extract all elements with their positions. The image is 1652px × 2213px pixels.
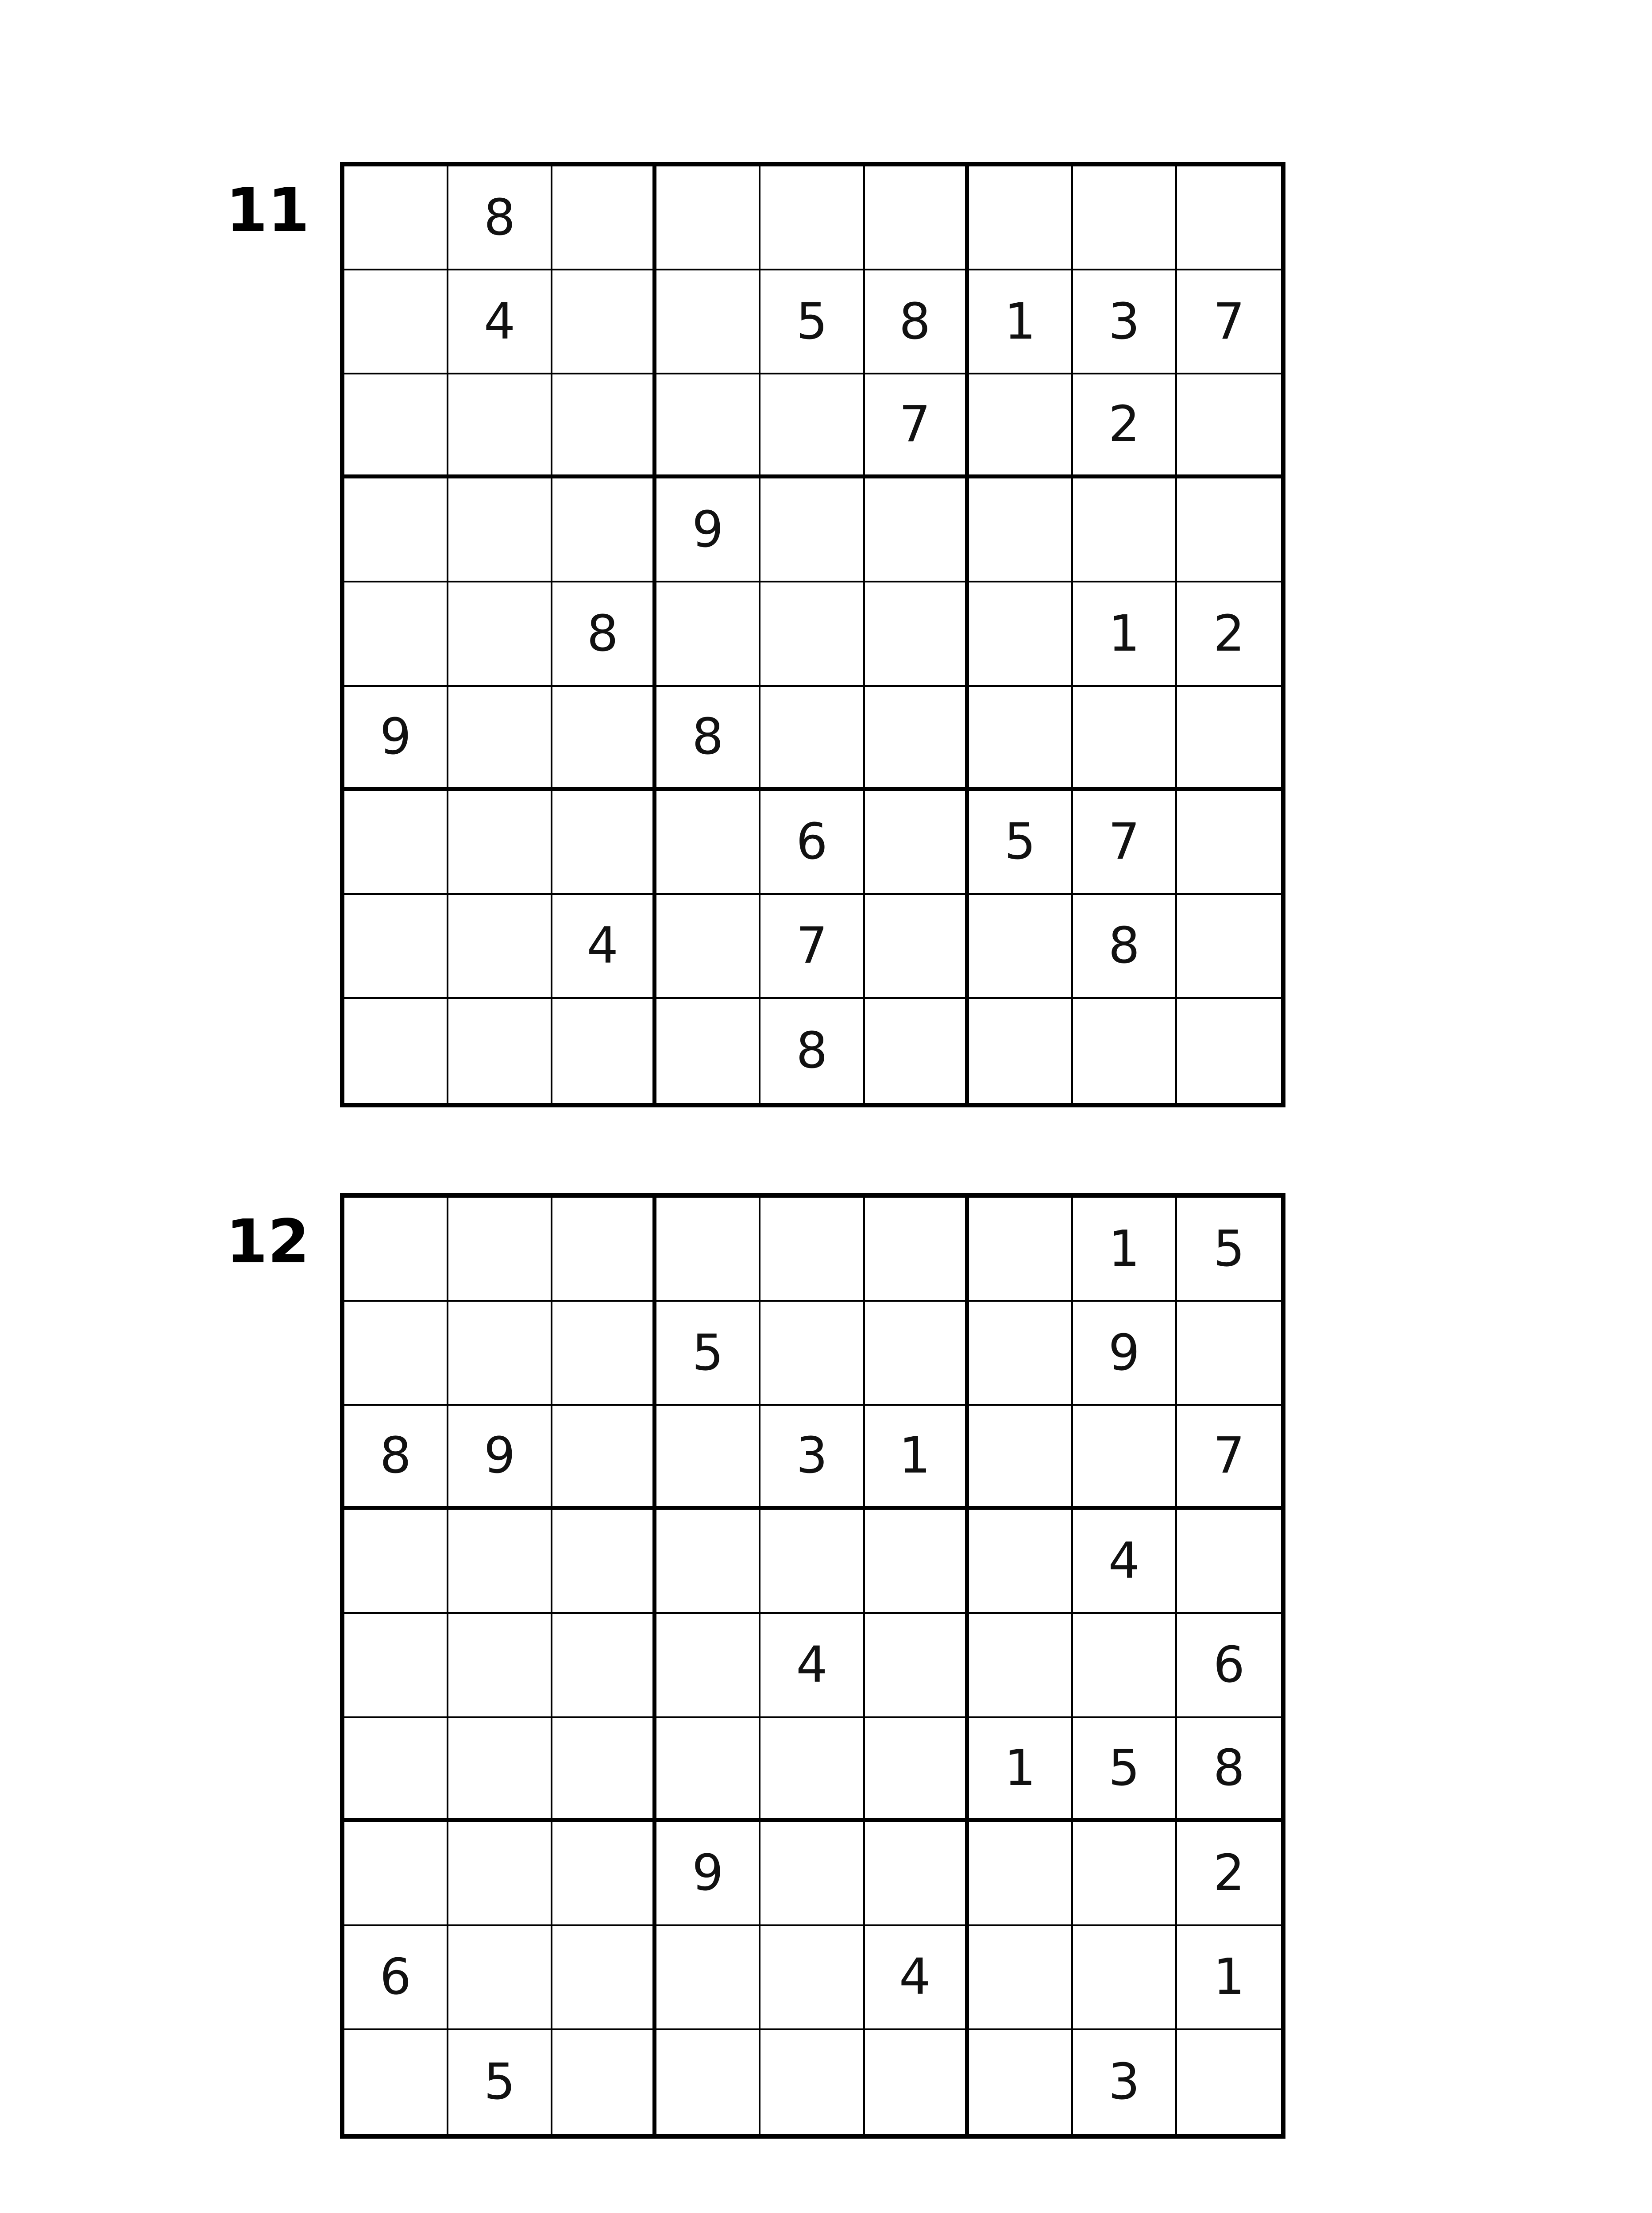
sudoku-cell-r5c8[interactable]: 1 [1073,582,1177,686]
sudoku-cell-r4c8[interactable]: 4 [1073,1510,1177,1614]
sudoku-cell-r1c6[interactable] [865,1198,969,1302]
sudoku-cell-r9c3[interactable] [552,999,656,1103]
sudoku-cell-r3c3[interactable] [552,374,656,478]
sudoku-cell-r8c8[interactable]: 8 [1073,895,1177,999]
sudoku-cell-r8c7[interactable] [969,1926,1073,2030]
sudoku-cell-r5c6[interactable] [865,1614,969,1718]
sudoku-cell-r9c4[interactable] [656,2030,760,2134]
sudoku-cell-r1c3[interactable] [552,166,656,270]
sudoku-cell-r9c2[interactable] [448,999,552,1103]
sudoku-cell-r4c6[interactable] [865,1510,969,1614]
sudoku-cell-r6c2[interactable] [448,1718,552,1822]
sudoku-cell-r3c9[interactable]: 7 [1177,1406,1281,1510]
sudoku-cell-r3c6[interactable]: 7 [865,374,969,478]
sudoku-cell-r7c1[interactable] [344,791,448,895]
sudoku-cell-r3c8[interactable] [1073,1406,1177,1510]
sudoku-cell-r3c5[interactable] [760,374,865,478]
sudoku-cell-r2c7[interactable]: 1 [969,270,1073,374]
sudoku-cell-r2c1[interactable] [344,270,448,374]
sudoku-cell-r7c6[interactable] [865,791,969,895]
sudoku-cell-r8c7[interactable] [969,895,1073,999]
sudoku-cell-r3c3[interactable] [552,1406,656,1510]
sudoku-cell-r3c7[interactable] [969,1406,1073,1510]
sudoku-cell-r4c7[interactable] [969,1510,1073,1614]
sudoku-cell-r6c5[interactable] [760,687,865,791]
sudoku-cell-r7c2[interactable] [448,1822,552,1926]
sudoku-cell-r4c9[interactable] [1177,478,1281,582]
sudoku-cell-r3c4[interactable] [656,374,760,478]
sudoku-cell-r3c2[interactable] [448,374,552,478]
sudoku-cell-r5c1[interactable] [344,1614,448,1718]
sudoku-cell-r5c4[interactable] [656,1614,760,1718]
sudoku-cell-r7c9[interactable]: 2 [1177,1822,1281,1926]
sudoku-cell-r6c2[interactable] [448,687,552,791]
sudoku-cell-r7c5[interactable]: 6 [760,791,865,895]
sudoku-cell-r3c1[interactable] [344,374,448,478]
sudoku-cell-r5c7[interactable] [969,582,1073,686]
sudoku-cell-r7c1[interactable] [344,1822,448,1926]
sudoku-cell-r1c8[interactable] [1073,166,1177,270]
sudoku-cell-r1c5[interactable] [760,166,865,270]
sudoku-cell-r4c5[interactable] [760,1510,865,1614]
sudoku-cell-r6c8[interactable] [1073,687,1177,791]
sudoku-cell-r4c5[interactable] [760,478,865,582]
sudoku-cell-r7c7[interactable]: 5 [969,791,1073,895]
sudoku-cell-r6c5[interactable] [760,1718,865,1822]
sudoku-cell-r2c5[interactable] [760,1302,865,1406]
sudoku-cell-r6c7[interactable] [969,687,1073,791]
puzzle-number-11: 11 [226,176,310,246]
sudoku-cell-r2c8[interactable]: 9 [1073,1302,1177,1406]
sudoku-cell-r9c3[interactable] [552,2030,656,2134]
sudoku-cell-r5c6[interactable] [865,582,969,686]
sudoku-cell-r3c4[interactable] [656,1406,760,1510]
sudoku-cell-r6c6[interactable] [865,1718,969,1822]
sudoku-cell-r8c6[interactable] [865,895,969,999]
sudoku-cell-r7c4[interactable]: 9 [656,1822,760,1926]
sudoku-cell-r6c3[interactable] [552,1718,656,1822]
sudoku-cell-r6c4[interactable] [656,1718,760,1822]
sudoku-cell-r4c1[interactable] [344,478,448,582]
sudoku-cell-r3c2[interactable]: 9 [448,1406,552,1510]
puzzle-number-12: 12 [226,1207,310,1277]
sudoku-cell-r1c2[interactable]: 8 [448,166,552,270]
sudoku-cell-r1c4[interactable] [656,166,760,270]
sudoku-cell-r1c2[interactable] [448,1198,552,1302]
sudoku-cell-r9c9[interactable] [1177,2030,1281,2134]
sudoku-cell-r2c4[interactable] [656,270,760,374]
sudoku-cell-r8c1[interactable]: 6 [344,1926,448,2030]
sudoku-cell-r9c1[interactable] [344,2030,448,2134]
sudoku-cell-r5c3[interactable] [552,1614,656,1718]
sudoku-cell-r8c5[interactable]: 7 [760,895,865,999]
sudoku-cell-r1c7[interactable] [969,166,1073,270]
sudoku-cell-r7c6[interactable] [865,1822,969,1926]
sudoku-cell-r2c7[interactable] [969,1302,1073,1406]
sudoku-cell-r5c4[interactable] [656,582,760,686]
sudoku-cell-r7c5[interactable] [760,1822,865,1926]
sudoku-cell-r9c6[interactable] [865,2030,969,2134]
sudoku-cell-r8c4[interactable] [656,895,760,999]
sudoku-cell-r1c9[interactable] [1177,166,1281,270]
sudoku-grid [340,162,1285,1107]
sudoku-cell-r6c7[interactable]: 1 [969,1718,1073,1822]
sudoku-cell-r2c9[interactable]: 7 [1177,270,1281,374]
sudoku-cell-r1c6[interactable] [865,166,969,270]
sudoku-cell-r8c8[interactable] [1073,1926,1177,2030]
sudoku-cell-r4c2[interactable] [448,1510,552,1614]
sudoku-cell-r3c5[interactable]: 3 [760,1406,865,1510]
sudoku-cell-r7c3[interactable] [552,791,656,895]
sudoku-cell-r2c8[interactable]: 3 [1073,270,1177,374]
sudoku-cell-r6c9[interactable] [1177,687,1281,791]
sudoku-cell-r7c8[interactable] [1073,1822,1177,1926]
sudoku-cell-r5c1[interactable] [344,582,448,686]
sudoku-cell-r6c1[interactable]: 9 [344,687,448,791]
sudoku-cell-r9c8[interactable]: 3 [1073,2030,1177,2134]
sudoku-cell-r2c2[interactable]: 4 [448,270,552,374]
sudoku-cell-r9c7[interactable] [969,999,1073,1103]
sudoku-cell-r1c7[interactable] [969,1198,1073,1302]
sudoku-cell-r1c8[interactable]: 1 [1073,1198,1177,1302]
sudoku-cell-r5c9[interactable]: 2 [1177,582,1281,686]
sudoku-cell-r5c8[interactable] [1073,1614,1177,1718]
sudoku-cell-r6c3[interactable] [552,687,656,791]
sudoku-cell-r2c3[interactable] [552,270,656,374]
sudoku-cell-r7c9[interactable] [1177,791,1281,895]
sudoku-puzzle-11 [340,162,1285,1107]
sudoku-cell-r7c3[interactable] [552,1822,656,1926]
sudoku-cell-r1c1[interactable] [344,166,448,270]
sudoku-cell-r2c9[interactable] [1177,1302,1281,1406]
sudoku-cell-r9c5[interactable] [760,2030,865,2134]
sudoku-cell-r7c2[interactable] [448,791,552,895]
sudoku-cell-r5c2[interactable] [448,582,552,686]
sudoku-cell-r4c8[interactable] [1073,478,1177,582]
sudoku-puzzle-12 [340,1193,1285,2139]
sudoku-cell-r9c9[interactable] [1177,999,1281,1103]
sudoku-cell-r5c5[interactable] [760,582,865,686]
sudoku-cell-r8c3[interactable]: 4 [552,895,656,999]
sudoku-cell-r4c7[interactable] [969,478,1073,582]
sudoku-cell-r9c4[interactable] [656,999,760,1103]
sudoku-cell-r3c8[interactable]: 2 [1073,374,1177,478]
sudoku-cell-r4c3[interactable] [552,478,656,582]
sudoku-cell-r8c3[interactable] [552,1926,656,2030]
sudoku-cell-r4c4[interactable] [656,1510,760,1614]
sudoku-cell-r9c5[interactable]: 8 [760,999,865,1103]
sudoku-cell-r4c3[interactable] [552,1510,656,1614]
sudoku-cell-r4c9[interactable] [1177,1510,1281,1614]
sudoku-cell-r8c4[interactable] [656,1926,760,2030]
sudoku-cell-r7c4[interactable] [656,791,760,895]
sudoku-cell-r4c6[interactable] [865,478,969,582]
sudoku-cell-r7c8[interactable]: 7 [1073,791,1177,895]
sudoku-grid [340,1193,1285,2139]
sudoku-cell-r5c5[interactable]: 4 [760,1614,865,1718]
sudoku-cell-r1c1[interactable] [344,1198,448,1302]
sudoku-cell-r5c7[interactable] [969,1614,1073,1718]
sudoku-cell-r1c4[interactable] [656,1198,760,1302]
sudoku-cell-r6c4[interactable]: 8 [656,687,760,791]
sudoku-cell-r2c4[interactable]: 5 [656,1302,760,1406]
sudoku-cell-r5c3[interactable]: 8 [552,582,656,686]
sudoku-cell-r2c2[interactable] [448,1302,552,1406]
sudoku-cell-r3c6[interactable]: 1 [865,1406,969,1510]
sudoku-cell-r9c2[interactable]: 5 [448,2030,552,2134]
sudoku-cell-r7c7[interactable] [969,1822,1073,1926]
sudoku-cell-r9c6[interactable] [865,999,969,1103]
sudoku-cell-r6c6[interactable] [865,687,969,791]
sudoku-cell-r4c2[interactable] [448,478,552,582]
sudoku-cell-r2c3[interactable] [552,1302,656,1406]
sudoku-cell-r9c1[interactable] [344,999,448,1103]
sudoku-cell-r8c9[interactable] [1177,895,1281,999]
sudoku-cell-r1c9[interactable]: 5 [1177,1198,1281,1302]
sudoku-cell-r9c8[interactable] [1073,999,1177,1103]
sudoku-cell-r2c5[interactable]: 5 [760,270,865,374]
sudoku-cell-r2c1[interactable] [344,1302,448,1406]
sudoku-cell-r8c2[interactable] [448,895,552,999]
sudoku-cell-r5c9[interactable]: 6 [1177,1614,1281,1718]
sudoku-cell-r4c4[interactable]: 9 [656,478,760,582]
sudoku-cell-r2c6[interactable]: 8 [865,270,969,374]
sudoku-cell-r2c6[interactable] [865,1302,969,1406]
sudoku-cell-r8c2[interactable] [448,1926,552,2030]
sudoku-cell-r3c1[interactable]: 8 [344,1406,448,1510]
sudoku-cell-r8c9[interactable]: 1 [1177,1926,1281,2030]
sudoku-cell-r1c5[interactable] [760,1198,865,1302]
sudoku-cell-r6c8[interactable]: 5 [1073,1718,1177,1822]
sudoku-cell-r1c3[interactable] [552,1198,656,1302]
sudoku-cell-r3c7[interactable] [969,374,1073,478]
sudoku-cell-r6c1[interactable] [344,1718,448,1822]
sudoku-cell-r4c1[interactable] [344,1510,448,1614]
sudoku-cell-r8c6[interactable]: 4 [865,1926,969,2030]
sudoku-cell-r9c7[interactable] [969,2030,1073,2134]
sudoku-cell-r8c5[interactable] [760,1926,865,2030]
sudoku-cell-r3c9[interactable] [1177,374,1281,478]
sudoku-cell-r6c9[interactable]: 8 [1177,1718,1281,1822]
sudoku-cell-r5c2[interactable] [448,1614,552,1718]
sudoku-cell-r8c1[interactable] [344,895,448,999]
